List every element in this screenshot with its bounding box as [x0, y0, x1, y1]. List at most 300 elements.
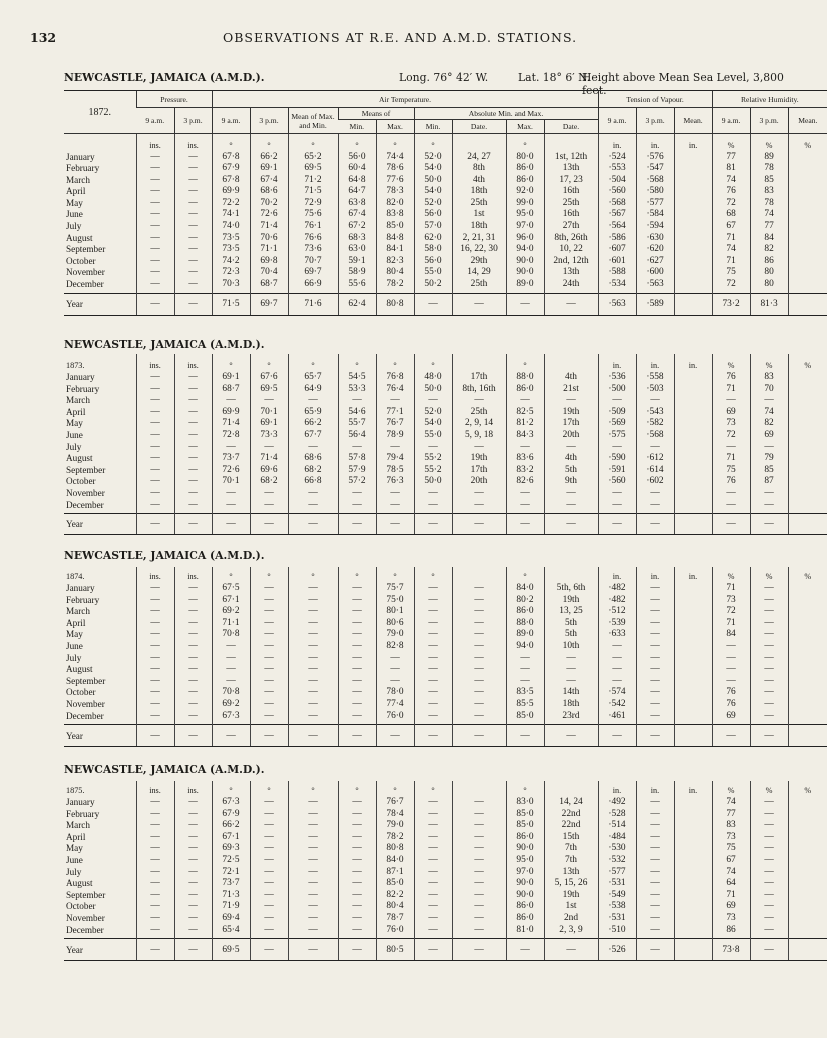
table-cell: — — [636, 867, 674, 879]
table-cell — [788, 186, 827, 198]
unit-cell: % — [712, 781, 750, 796]
table-cell: 82 — [750, 244, 788, 256]
table-cell: 77 — [712, 151, 750, 164]
year-cell: — — [376, 514, 414, 535]
table-cell: 65·2 — [288, 151, 338, 164]
unit-cell: ° — [212, 781, 250, 796]
table-cell: 78·4 — [376, 809, 414, 821]
table-cell: ·612 — [636, 453, 674, 465]
table-cell: — — [250, 442, 288, 454]
table-cell — [674, 175, 712, 187]
unit-cell — [544, 567, 598, 582]
table-cell: 17th — [452, 465, 506, 477]
table-cell: — — [414, 676, 452, 688]
month-label: October — [66, 901, 96, 912]
table-cell: 1st — [544, 901, 598, 913]
table-cell: — — [750, 582, 788, 595]
table-cell: 71·9 — [212, 901, 250, 913]
table-cell: — — [636, 890, 674, 902]
table-cell: 69 — [712, 901, 750, 913]
table-cell: — — [174, 209, 212, 221]
station-latitude: Lat. 18° 6′ N. — [518, 71, 591, 84]
table-cell: — — [174, 641, 212, 653]
table-cell: — — [636, 641, 674, 653]
month-label: October — [66, 476, 96, 487]
month-label: December — [66, 279, 104, 290]
table-cell: 78·5 — [376, 465, 414, 477]
table-cell: 76·4 — [376, 384, 414, 396]
table-row — [64, 175, 827, 187]
year-cell: — — [136, 514, 174, 535]
table-cell — [788, 209, 827, 221]
table-cell: — — [288, 488, 338, 500]
unit-cell: in. — [674, 567, 712, 582]
table-cell: 73·5 — [212, 233, 250, 245]
table-cell — [788, 244, 827, 256]
table-cell: — — [414, 809, 452, 821]
table-cell: — — [338, 582, 376, 595]
observations-table-1 — [64, 90, 827, 316]
table-row — [64, 256, 827, 268]
table-cell: — — [452, 925, 506, 939]
table-cell: — — [712, 641, 750, 653]
table-cell: — — [174, 407, 212, 419]
table-cell: 76·7 — [376, 796, 414, 809]
table-row — [64, 641, 827, 653]
table-cell: — — [288, 711, 338, 725]
col-means-max: Max. — [376, 120, 414, 134]
table-cell — [788, 653, 827, 665]
year-cell: — — [712, 514, 750, 535]
table-cell: 78·6 — [376, 163, 414, 175]
table-cell: — — [750, 442, 788, 454]
table-cell — [788, 711, 827, 725]
table-cell: — — [544, 664, 598, 676]
table-cell: 66·2 — [288, 418, 338, 430]
table-cell: 72·8 — [212, 430, 250, 442]
table-cell: — — [750, 687, 788, 699]
year-cell: 69·5 — [212, 939, 250, 961]
table-cell: — — [136, 233, 174, 245]
table-cell — [788, 256, 827, 268]
table-cell: 14, 24 — [544, 796, 598, 809]
table-cell: 55·0 — [414, 430, 452, 442]
table-cell: — — [136, 641, 174, 653]
table-cell: — — [452, 442, 506, 454]
year-cell: 69·7 — [250, 293, 288, 315]
table-cell: — — [414, 488, 452, 500]
station-longitude: Long. 76° 42′ W. — [399, 71, 489, 84]
col-mean-max-min: Mean of Max. and Min. — [288, 108, 338, 134]
table-cell: 71 — [712, 384, 750, 396]
table-row — [64, 582, 827, 595]
table-cell: 77·1 — [376, 407, 414, 419]
table-cell: — — [338, 890, 376, 902]
table-cell: 69·9 — [212, 407, 250, 419]
table-cell — [788, 641, 827, 653]
table-cell: — — [452, 595, 506, 607]
year-cell: — — [288, 514, 338, 535]
table-cell: — — [174, 418, 212, 430]
table-cell: 83·2 — [506, 465, 544, 477]
table-cell — [674, 878, 712, 890]
table-cell: 62·0 — [414, 233, 452, 245]
year-cell: — — [250, 939, 288, 961]
table-cell: 67 — [712, 221, 750, 233]
table-cell: 22nd — [544, 820, 598, 832]
unit-cell: ° — [506, 354, 544, 371]
table-cell: — — [338, 629, 376, 641]
table-cell: — — [136, 595, 174, 607]
table-cell: — — [174, 244, 212, 256]
table-cell: — — [338, 653, 376, 665]
col-tension-9am: 9 a.m. — [598, 108, 636, 134]
unit-cell: % — [788, 567, 827, 582]
unit-cell: ° — [288, 781, 338, 796]
table-cell: 55·0 — [414, 267, 452, 279]
table-cell — [674, 233, 712, 245]
table-cell: 22nd — [544, 809, 598, 821]
table-cell: — — [250, 878, 288, 890]
table-cell: — — [136, 687, 174, 699]
table-cell: 67·5 — [212, 582, 250, 595]
observations-table-4 — [64, 781, 827, 961]
table-cell: 76·1 — [288, 221, 338, 233]
table-cell: ·542 — [598, 699, 636, 711]
table-cell — [674, 267, 712, 279]
table-row — [64, 843, 827, 855]
table-cell: — — [250, 676, 288, 688]
table-cell: — — [288, 676, 338, 688]
table-cell: — — [636, 664, 674, 676]
table-cell — [788, 809, 827, 821]
table-cell: 1st — [452, 209, 506, 221]
table-cell: ·574 — [598, 687, 636, 699]
table-cell: ·620 — [636, 244, 674, 256]
table-cell: 5th, 6th — [544, 582, 598, 595]
table-cell: — — [414, 890, 452, 902]
table-cell: — — [712, 676, 750, 688]
month-label: November — [66, 912, 105, 923]
month-label: July — [66, 441, 82, 452]
table-row — [64, 595, 827, 607]
table-cell: 70·8 — [212, 687, 250, 699]
table-cell: ·461 — [598, 711, 636, 725]
station-title: NEWCASTLE, JAMAICA (A.M.D.). — [64, 71, 265, 84]
table-cell — [788, 175, 827, 187]
year-cell: — — [544, 725, 598, 747]
table-cell: 84·8 — [376, 233, 414, 245]
units-row — [64, 567, 827, 582]
table-cell: 13th — [544, 163, 598, 175]
table-cell: — — [136, 267, 174, 279]
table-cell: ·549 — [598, 890, 636, 902]
table-cell: — — [174, 453, 212, 465]
table-cell: 82·3 — [376, 256, 414, 268]
table-cell: ·614 — [636, 465, 674, 477]
table-cell: — — [174, 233, 212, 245]
table-cell — [674, 618, 712, 630]
table-cell: — — [136, 913, 174, 925]
table-cell — [788, 395, 827, 407]
table-cell: 90·0 — [506, 256, 544, 268]
unit-cell: % — [712, 567, 750, 582]
year-cell: — — [636, 939, 674, 961]
table-cell: 83·8 — [376, 209, 414, 221]
table-cell: 76 — [712, 186, 750, 198]
table-cell: — — [376, 676, 414, 688]
table-cell: — — [212, 664, 250, 676]
unit-cell: ° — [288, 567, 338, 582]
table-cell — [788, 442, 827, 454]
table-cell: — — [174, 465, 212, 477]
table-cell: — — [544, 442, 598, 454]
table-cell: — — [338, 442, 376, 454]
table-cell: 69·3 — [212, 843, 250, 855]
unit-cell: ° — [376, 354, 414, 371]
table-row — [64, 442, 827, 454]
unit-cell: ins. — [174, 567, 212, 582]
table-cell: 54·0 — [414, 186, 452, 198]
table-cell: 75·7 — [376, 582, 414, 595]
table-cell: — — [250, 711, 288, 725]
year-cell — [674, 939, 712, 961]
table-cell: 87·1 — [376, 867, 414, 879]
table-cell: — — [174, 151, 212, 164]
month-label: June — [66, 429, 83, 440]
unit-cell: % — [788, 354, 827, 371]
table-cell: — — [636, 395, 674, 407]
table-cell: 86·0 — [506, 175, 544, 187]
month-label: April — [66, 186, 86, 197]
month-label: February — [66, 163, 100, 174]
table-cell: — — [136, 279, 174, 293]
table-cell: — — [250, 629, 288, 641]
table-cell: 5th — [544, 629, 598, 641]
table-cell: ·534 — [598, 279, 636, 293]
table-caption: NEWCASTLE, JAMAICA (A.M.D.). — [64, 338, 265, 351]
table-cell: — — [136, 653, 174, 665]
table-cell — [788, 687, 827, 699]
table-cell: 5, 15, 26 — [544, 878, 598, 890]
table-cell: ·514 — [598, 820, 636, 832]
table-cell: 54·6 — [338, 407, 376, 419]
table-cell: 67 — [712, 855, 750, 867]
table-cell: 55·2 — [414, 453, 452, 465]
month-label: October — [66, 255, 96, 266]
table-cell: 24th — [544, 279, 598, 293]
table-cell: — — [288, 582, 338, 595]
table-cell: — — [414, 711, 452, 725]
table-cell: 97·0 — [506, 867, 544, 879]
table-cell: — — [750, 913, 788, 925]
table-cell: 17th — [452, 371, 506, 384]
year-cell: 71·6 — [288, 293, 338, 315]
table-cell: — — [452, 618, 506, 630]
table-cell: — — [750, 796, 788, 809]
table-cell: — — [414, 855, 452, 867]
table-cell: 2, 21, 31 — [452, 233, 506, 245]
year-cell — [674, 514, 712, 535]
table-cell: 80 — [750, 267, 788, 279]
table-cell: 79 — [750, 453, 788, 465]
table-cell: 70·1 — [212, 476, 250, 488]
table-cell: — — [338, 500, 376, 514]
table-cell: 85·0 — [376, 878, 414, 890]
year-cell: — — [136, 939, 174, 961]
table-cell: 73 — [712, 418, 750, 430]
year-row-label: Year — [64, 939, 136, 961]
unit-cell: % — [750, 134, 788, 151]
table-cell: — — [452, 641, 506, 653]
col-temp-3pm: 3 p.m. — [250, 108, 288, 134]
year-cell: — — [712, 725, 750, 747]
table-cell: — — [288, 832, 338, 844]
table-cell: ·547 — [636, 163, 674, 175]
year-cell: — — [174, 725, 212, 747]
table-cell: 74·4 — [376, 151, 414, 164]
table-cell: 77 — [750, 221, 788, 233]
table-cell: 70·6 — [250, 233, 288, 245]
table-cell: 76·6 — [288, 233, 338, 245]
year-cell: 62·4 — [338, 293, 376, 315]
table-cell: — — [414, 901, 452, 913]
table-row — [64, 407, 827, 419]
table-cell: 67·6 — [250, 371, 288, 384]
table-cell: 14th — [544, 687, 598, 699]
table-cell: ·531 — [598, 878, 636, 890]
table-cell: 17, 23 — [544, 175, 598, 187]
table-cell: 4th — [544, 371, 598, 384]
year-cell — [674, 293, 712, 315]
unit-cell: % — [750, 781, 788, 796]
table-cell: — — [136, 699, 174, 711]
month-label: December — [66, 924, 104, 935]
month-label: May — [66, 629, 83, 640]
table-cell: 86 — [712, 925, 750, 939]
table-cell: — — [288, 606, 338, 618]
table-cell: 25th — [544, 198, 598, 210]
table-cell: 73·3 — [250, 430, 288, 442]
table-cell: 79·0 — [376, 820, 414, 832]
table-cell: — — [174, 867, 212, 879]
table-cell: 71 — [712, 233, 750, 245]
unit-cell: in. — [674, 354, 712, 371]
table-cell: 90·0 — [506, 890, 544, 902]
table-row — [64, 198, 827, 210]
table-row — [64, 809, 827, 821]
unit-cell: ° — [212, 134, 250, 151]
table-cell: 89 — [750, 151, 788, 164]
table-cell: 68·6 — [288, 453, 338, 465]
table-cell: 4th — [544, 453, 598, 465]
year-cell: — — [452, 514, 506, 535]
units-label — [64, 134, 136, 151]
year-cell: — — [414, 725, 452, 747]
table-row — [64, 151, 827, 164]
table-cell: 90·0 — [506, 267, 544, 279]
table-row — [64, 163, 827, 175]
table-cell: 72 — [712, 430, 750, 442]
year-cell: ·563 — [598, 293, 636, 315]
table-cell: ·586 — [598, 233, 636, 245]
table-row — [64, 279, 827, 293]
table-cell: 95·0 — [506, 209, 544, 221]
table-cell: 80·8 — [376, 843, 414, 855]
col-absolute: Absolute Min. and Max. — [414, 108, 598, 120]
table-cell: — — [250, 820, 288, 832]
unit-cell: ° — [212, 354, 250, 371]
table-cell: ·528 — [598, 809, 636, 821]
unit-cell: in. — [674, 134, 712, 151]
unit-cell — [452, 781, 506, 796]
table-cell: ·538 — [598, 901, 636, 913]
table-row — [64, 687, 827, 699]
month-label: March — [66, 820, 90, 831]
table-cell: 82·0 — [376, 198, 414, 210]
table-cell: — — [174, 384, 212, 396]
table-cell: 67·9 — [212, 809, 250, 821]
table-cell — [674, 221, 712, 233]
table-cell: ·577 — [636, 198, 674, 210]
table-cell: 99·0 — [506, 198, 544, 210]
air-temperature-header: Air Temperature. — [212, 91, 598, 108]
table-cell: 74·1 — [212, 209, 250, 221]
table-row — [64, 395, 827, 407]
table-cell: — — [136, 664, 174, 676]
table-cell: 50·2 — [414, 279, 452, 293]
table-cell: — — [338, 595, 376, 607]
table-cell: 88·0 — [506, 371, 544, 384]
month-label: January — [66, 797, 95, 807]
table-cell — [674, 279, 712, 293]
table-cell: 72·9 — [288, 198, 338, 210]
table-cell: 85·0 — [506, 820, 544, 832]
table-cell: — — [338, 664, 376, 676]
table-cell: — — [750, 890, 788, 902]
table-cell: — — [598, 676, 636, 688]
month-label: May — [66, 418, 83, 429]
table-row — [64, 430, 827, 442]
table-cell: 16th — [544, 209, 598, 221]
table-cell: 50·0 — [414, 384, 452, 396]
table-cell: 70 — [750, 384, 788, 396]
table-cell: 55·7 — [338, 418, 376, 430]
table-cell: — — [750, 500, 788, 514]
table-row — [64, 878, 827, 890]
year-label: 1875. — [66, 786, 85, 795]
table-cell — [788, 901, 827, 913]
table-cell: 67·8 — [212, 175, 250, 187]
table-cell: 29th — [452, 256, 506, 268]
table-cell: 67·8 — [212, 151, 250, 164]
table-cell — [674, 256, 712, 268]
table-cell: — — [136, 151, 174, 164]
table-cell — [788, 267, 827, 279]
table-cell: — — [452, 582, 506, 595]
table-cell: 53·3 — [338, 384, 376, 396]
table-cell: 67·4 — [250, 175, 288, 187]
table-cell: — — [136, 711, 174, 725]
table-cell: — — [338, 711, 376, 725]
table-cell: — — [174, 256, 212, 268]
table-cell: — — [136, 488, 174, 500]
table-cell: 25th — [452, 198, 506, 210]
table-cell — [674, 867, 712, 879]
table-cell: — — [376, 442, 414, 454]
table-cell: 55·2 — [414, 465, 452, 477]
table-cell: 80·1 — [376, 606, 414, 618]
